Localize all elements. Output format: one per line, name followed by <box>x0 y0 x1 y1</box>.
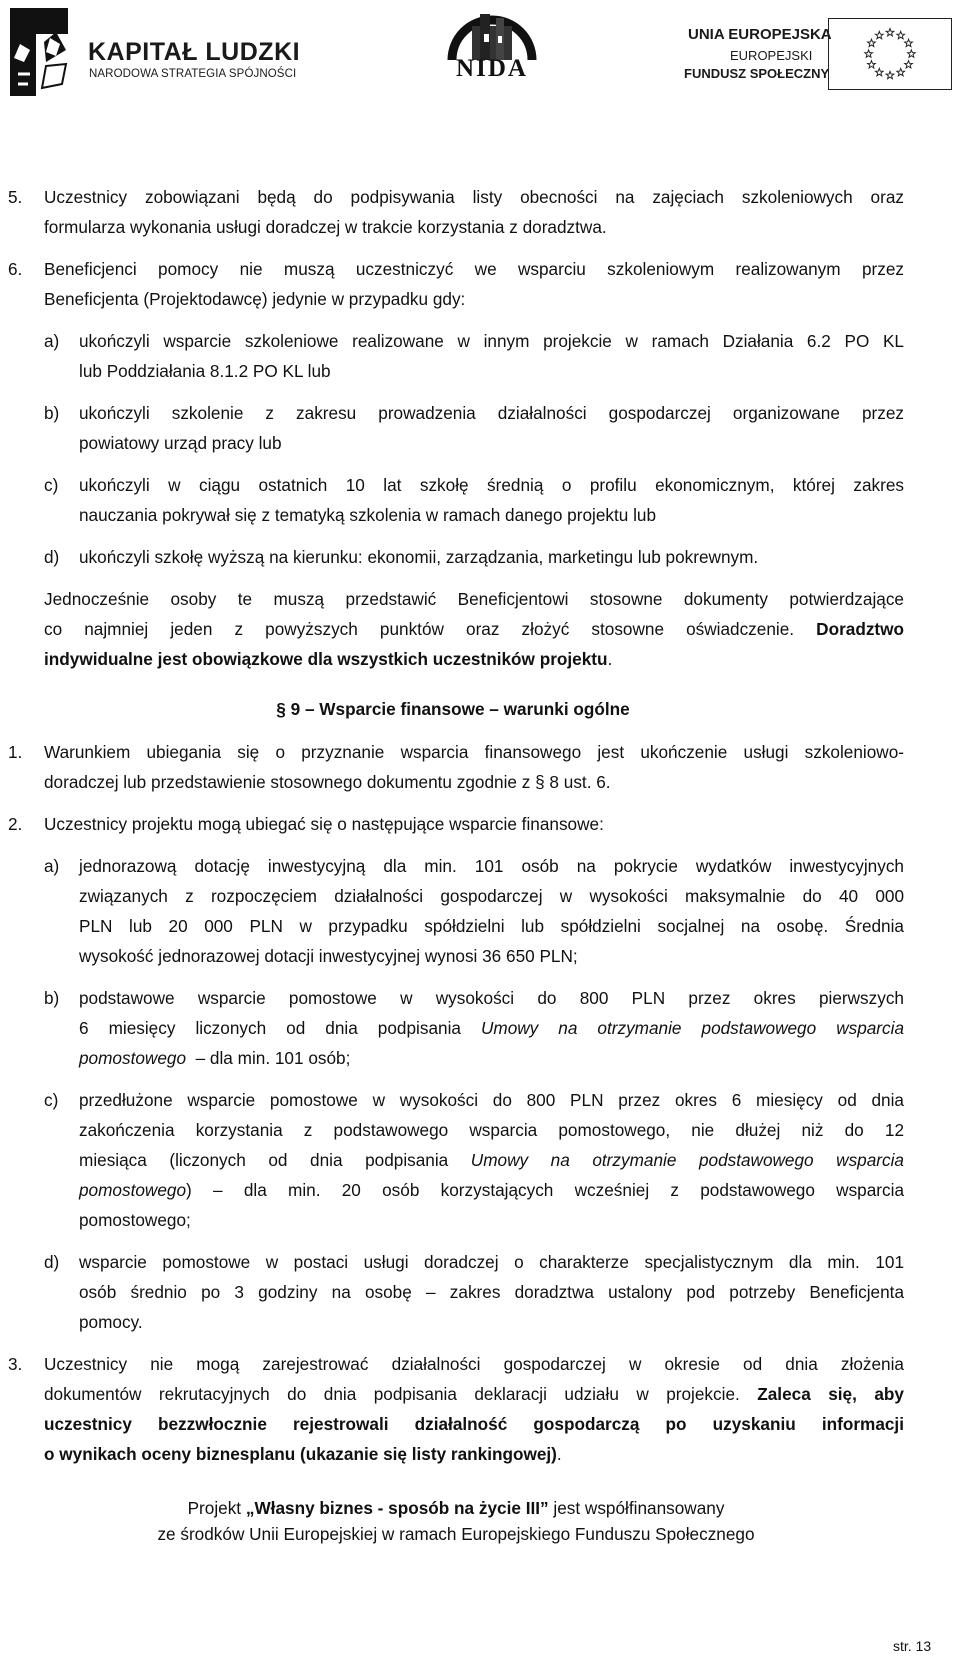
s9-point-1-number: 1. <box>8 742 23 762</box>
s9-c-line-4: pomostowego) – dla min. 20 osób korzystających wcześniej z podstawowego wsparcia <box>79 1180 904 1200</box>
s9-d-mark: d) <box>44 1252 60 1272</box>
para-jednoczesnie-line-1: Jednocześnie osoby te muszą przedstawić Beneficjentowi stosowne dokumenty potwierdzające <box>44 589 904 609</box>
s9-point-3-line-1: Uczestnicy nie mogą zarejestrować działalności gospodarczej w okresie od dnia złożenia <box>44 1354 904 1374</box>
nida-name: NIDA <box>456 55 528 82</box>
section-9-heading: § 9 – Wsparcie finansowe – warunki ogólne <box>276 699 630 719</box>
s9-a-line-1: jednorazową dotację inwestycyjną dla min. 101 osób na pokrycie wydatków inwestycyjnych <box>79 856 904 876</box>
s9-point-3-line-2: dokumentów rekrutacyjnych do dnia podpisania deklaracji udziału w projekcie. Zaleca się, aby <box>44 1384 904 1404</box>
point-6-line-2: Beneficjenta (Projektodawcę) jedynie w przypadku gdy: <box>44 289 466 309</box>
s9-c-line-2: zakończenia korzystania z podstawowego wsparcia pomostowego, nie dłużej niż do 12 <box>79 1120 904 1140</box>
s9-c-line-1: przedłużone wsparcie pomostowe w wysokości do 800 PLN przez okres 6 miesięcy od dnia <box>79 1090 904 1110</box>
list-c-line-1: ukończyli w ciągu ostatnich 10 lat szkołę średnią o profilu ekonomicznym, której zakres <box>79 475 904 495</box>
s9-b-line-2: 6 miesięcy liczonych od dnia podpisania Umowy na otrzymanie podstawowego wsparcia <box>79 1018 905 1038</box>
point-5-line-2: formularza wykonania usługi doradczej w trakcie korzystania z doradztwa. <box>44 217 607 237</box>
list-d-line-1: ukończyli szkołę wyższą na kierunku: ekonomii, zarządzania, marketingu lub pokrewnym. <box>79 547 759 567</box>
para-jednoczesnie-line-3: indywidualne jest obowiązkowe dla wszystkich uczestników projektu. <box>44 649 613 669</box>
s9-b-mark: b) <box>44 988 60 1008</box>
s9-d-line-3: pomocy. <box>79 1312 143 1332</box>
s9-point-3-number: 3. <box>8 1354 23 1374</box>
eu-line3: FUNDUSZ SPOŁECZNY <box>684 66 830 81</box>
list-a-line-1: ukończyli wsparcie szkoleniowe realizowane w innym projekcie w ramach Działania 6.2 PO KL <box>79 331 904 351</box>
s9-c-mark: c) <box>44 1090 59 1110</box>
list-b-line-2: powiatowy urząd pracy lub <box>79 433 282 453</box>
kapital-ludzki-subtitle: NARODOWA STRATEGIA SPÓJNOŚCI <box>89 68 297 80</box>
eu-line1: UNIA EUROPEJSKA <box>688 26 832 43</box>
s9-b-line-1: podstawowe wsparcie pomostowe w wysokości do 800 PLN przez okres pierwszych <box>79 988 904 1008</box>
list-c-mark: c) <box>44 475 59 495</box>
point-6-line-1: Beneficjenci pomocy nie muszą uczestniczyć we wsparciu szkoleniowym realizowanym przez <box>44 259 904 279</box>
para-jednoczesnie-line-2: co najmniej jeden z powyższych punktów oraz złożyć stosowne oświadczenie. Doradztwo <box>44 619 904 639</box>
list-b-line-1: ukończyli szkolenie z zakresu prowadzenia działalności gospodarczej organizowane przez <box>79 403 904 423</box>
footer-line-1: Projekt „Własny biznes - sposób na życie III” jest współfinansowany <box>187 1498 725 1518</box>
s9-point-3-line-4: o wynikach oceny biznesplanu (ukazanie się listy rankingowej). <box>44 1444 562 1464</box>
s9-point-3-line-3: uczestnicy bezzwłocznie rejestrowali działalność gospodarczą po uzyskaniu informacji <box>44 1414 904 1434</box>
point-5-line-1: Uczestnicy zobowiązani będą do podpisywania listy obecności na zajęciach szkoleniowych oraz <box>44 187 904 207</box>
s9-b-line-3: pomostowego – dla min. 101 osób; <box>79 1048 351 1068</box>
s9-a-mark: a) <box>44 856 60 876</box>
list-a-mark: a) <box>44 331 60 351</box>
page-number: str. 13 <box>893 1638 932 1654</box>
s9-a-line-4: wysokość jednorazowej dotacji inwestycyjnej wynosi 36 650 PLN; <box>79 946 578 966</box>
footer-line-2: ze środków Unii Europejskiej w ramach Europejskiego Funduszu Społecznego <box>157 1524 755 1544</box>
s9-point-2-number: 2. <box>8 814 23 834</box>
s9-a-line-2: związanych z rozpoczęciem działalności gospodarczej w wysokości maksymalnie do 40 000 <box>79 886 904 906</box>
point-6-number: 6. <box>8 259 23 279</box>
kapital-ludzki-title: KAPITAŁ LUDZKI <box>88 38 301 66</box>
list-d-mark: d) <box>44 547 60 567</box>
s9-c-line-5: pomostowego; <box>79 1210 191 1230</box>
s9-d-line-1: wsparcie pomostowe w postaci usługi doradczej o charakterze specjalistycznym dla min. 101 <box>79 1252 904 1272</box>
eu-line2: EUROPEJSKI <box>730 48 813 63</box>
nida-ring-text: NIDZICKA FUNDACJA ROZWOJU <box>454 8 561 15</box>
list-b-mark: b) <box>44 403 60 423</box>
s9-d-line-2: osób średnio po 3 godziny na osobę – zakres doradztwa ustalony pod potrzeby Beneficjenta <box>79 1282 904 1302</box>
s9-point-1-line-1: Warunkiem ubiegania się o przyznanie wsparcia finansowego jest ukończenie usługi szkoleniowo- <box>44 742 904 762</box>
s9-c-line-3: miesiąca (liczonych od dnia podpisania Umowy na otrzymanie podstawowego wsparcia <box>79 1150 904 1170</box>
list-a-line-2: lub Poddziałania 8.1.2 PO KL lub <box>79 361 331 381</box>
list-c-line-2: nauczania pokrywał się z tematyką szkolenia w ramach danego projektu lub <box>79 505 657 525</box>
s9-point-2-line-1: Uczestnicy projektu mogą ubiegać się o następujące wsparcie finansowe: <box>44 814 604 834</box>
s9-point-1-line-2: doradczej lub przedstawienie stosownego dokumentu zgodnie z § 8 ust. 6. <box>44 772 611 792</box>
s9-a-line-3: PLN lub 20 000 PLN w przypadku spółdzielni lub spółdzielni socjalnej na osobę. Średnia <box>79 916 904 936</box>
point-5-number: 5. <box>8 187 23 207</box>
